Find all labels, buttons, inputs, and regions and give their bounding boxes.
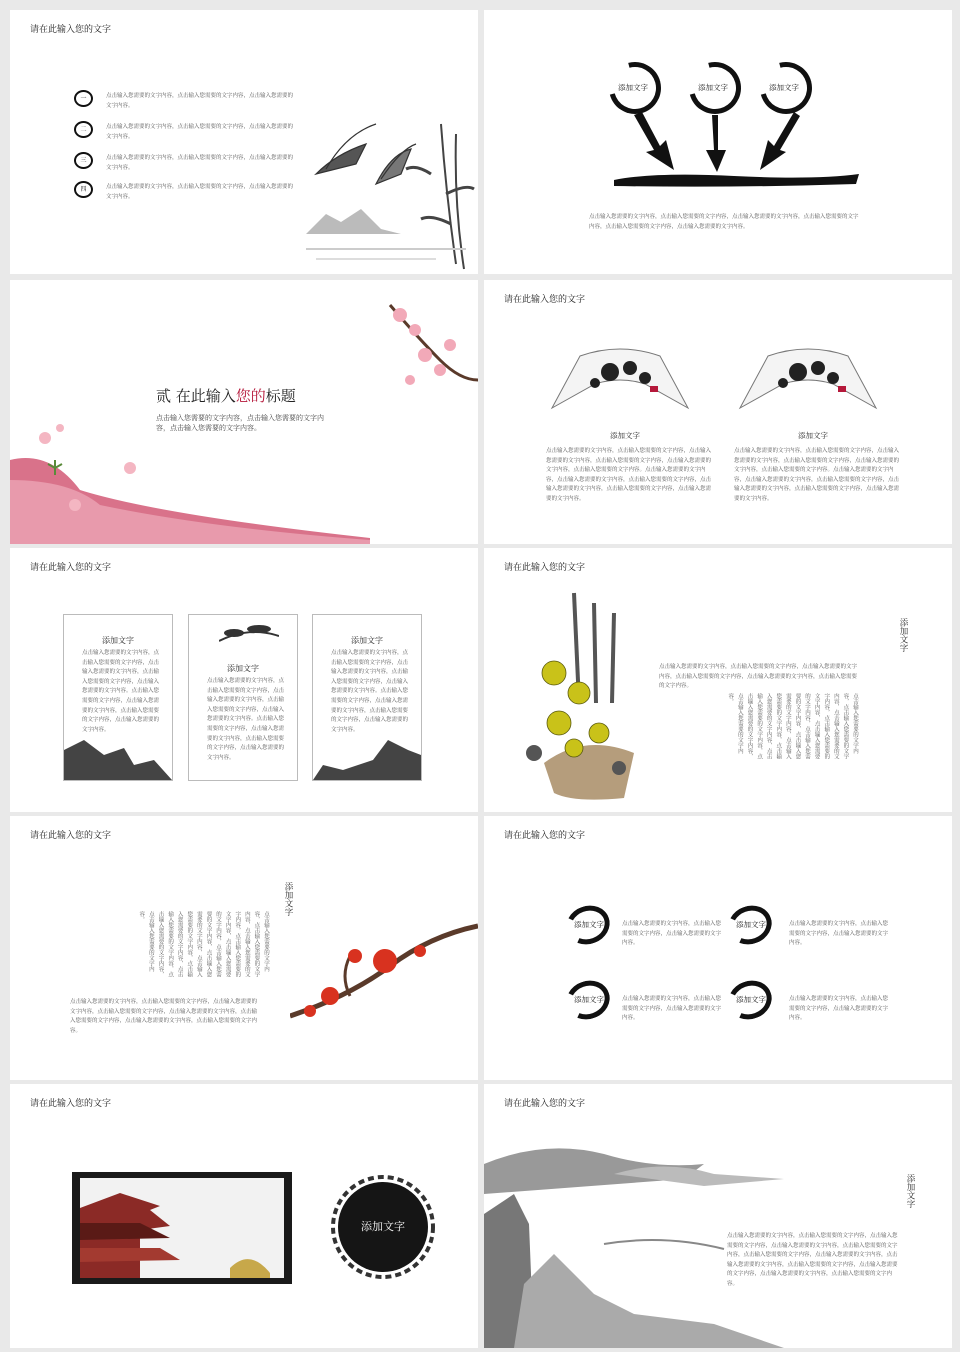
- card-2: [188, 614, 298, 781]
- slide-6: [484, 548, 952, 812]
- card-3: [312, 614, 422, 781]
- ink-landscape: [313, 730, 421, 780]
- crane-bamboo-painting: [306, 114, 476, 274]
- ink-arrows: [614, 110, 864, 190]
- slide-3: [10, 280, 478, 544]
- fan-body-2: 点击输入您需要的文字内容，点击输入您需要的文字内容，点击输入您需要的文字内容，点击输入您需要的文字内容，点击输入您需要的文字内容，点击输入您需要的文字内容。点击输入您需要的文字内容，点击输入您需要的文字内容，点击输入您需要的文字内容，点击输入您需要的文字内容，点击输入您需要的文字内容，点击输入您需要的文字内容。: [734, 448, 900, 502]
- ink-ring-item-1: [564, 906, 614, 946]
- circle-label: 添加文字: [361, 1220, 405, 1233]
- title-suffix: 标题: [265, 387, 296, 405]
- body-text: 点击输入您需要的文字内容，点击输入您需要的文字内容，点击输入您需要的文字内容，点击输入您需要的文字内容，点击输入您需要的文字内容，点击输入您需要的文字内容。: [589, 214, 859, 230]
- section-title: [156, 385, 296, 406]
- slide-2: [484, 10, 952, 274]
- slide-7: [10, 816, 478, 1080]
- fan-label-2: 添加文字: [798, 431, 828, 440]
- number-badge-3: 三: [74, 152, 93, 169]
- horizontal-text: 点击输入您需要的文字内容，点击输入您需要的文字内容，点击输入您需要的文字内容，点击输入您需要的文字内容，点击输入您需要的文字内容，点击输入您需要的文字内容。: [659, 664, 858, 690]
- body-text: 点击输入您需要的文字内容，点击输入您需要的文字内容，点击输入您需要的文字内容，点击输入您需要的文字内容，点击输入您需要的文字内容，点击输入您需要的文字内容，点击输入您需要的文字内容，点击输入您需要的文字内容，点击输入您需要的文字内容，点击输入您需要的文字内容，点击输入您需要的文字内容，点击输入您需要的文字内容。: [727, 1233, 898, 1287]
- list-item-1: 点击输入您需要的文字内容，点击输入您需要的文字内容，点击输入您需要的文字内容。: [106, 93, 294, 109]
- slide-title: 请在此输入您的文字: [30, 831, 112, 841]
- slide-5: [10, 548, 478, 812]
- ink-ring-item-4: [726, 981, 776, 1021]
- slide-title: 请在此输入您的文字: [30, 1099, 112, 1109]
- card-body: 点击输入您需要的文字内容，点击输入您需要的文字内容，点击输入您需要的文字内容，点击输入您需要的文字内容，点击输入您需要的文字内容。点击输入您需要的文字内容，点击输入您需要的文字内容，点击输入您需要的文字内容，点击输入您需要的文字内容。: [331, 650, 409, 733]
- ink-ring-item-3: [564, 981, 614, 1021]
- fan-painting-2: [738, 348, 878, 410]
- item-body-1: 点击输入您需要的文字内容，点击输入您需要的文字内容，点击输入您需要的文字内容。: [622, 921, 722, 947]
- slide-title: 请在此输入您的文字: [504, 295, 586, 305]
- ring-label: 添加文字: [769, 83, 799, 92]
- ink-ring-item-2: [726, 906, 776, 946]
- fan-label-1: 添加文字: [610, 431, 640, 440]
- ring-label: 添加文字: [736, 995, 766, 1004]
- slide-title: 请在此输入您的文字: [504, 1099, 586, 1109]
- item-body-4: 点击输入您需要的文字内容，点击输入您需要的文字内容，点击输入您需要的文字内容。: [789, 996, 889, 1022]
- slide-4: [484, 280, 952, 544]
- ink-photo-frame: [72, 1172, 292, 1284]
- card-body: 点击输入您需要的文字内容，点击输入您需要的文字内容，点击输入您需要的文字内容，点击输入您需要的文字内容，点击输入您需要的文字内容。点击输入您需要的文字内容，点击输入您需要的文字内容，点击输入您需要的文字内容，点击输入您需要的文字内容。: [207, 678, 285, 761]
- plum-blossom-branch: [380, 300, 478, 420]
- ring-label: 添加文字: [736, 920, 766, 929]
- vertical-text: 点击输入您需要的文字内容，点击输入您需要的文字内容，点击输入您需要的文字内容，点击输入您需要的文字内容，点击输入您需要的文字内容，点击输入您需要的文字内容，点击输入您需要的文字内容，点击输入您需要的文字内容，点击输入您需要的文字内容，点击输入您需要的文字内容，点击输入您需要的文字内容，点击输入您需要的文字内容。: [138, 911, 269, 977]
- slide-10: [484, 1084, 952, 1348]
- number-badge-2: 二: [74, 121, 93, 138]
- falling-blossoms: [30, 420, 150, 520]
- slide-title: 请在此输入您的文字: [30, 563, 112, 573]
- item-body-2: 点击输入您需要的文字内容，点击输入您需要的文字内容，点击输入您需要的文字内容。: [789, 921, 889, 947]
- fan-painting-1: [550, 348, 690, 410]
- slide-title: 请在此输入您的文字: [30, 25, 112, 35]
- title-highlight: 您的: [235, 387, 266, 405]
- ink-circle-badge: [328, 1172, 438, 1282]
- vertical-label: 添加文字: [898, 618, 908, 652]
- ink-ring-2: [689, 62, 741, 114]
- slide-title: 请在此输入您的文字: [504, 831, 586, 841]
- card-label: 添加文字: [351, 636, 383, 645]
- card-label: 添加文字: [102, 636, 134, 645]
- ring-label: 添加文字: [698, 83, 728, 92]
- section-subtitle: 点击输入您需要的文字内容，点击输入您需要的文字内容，点击输入您需要的文字内容。: [156, 414, 324, 432]
- temple-photo: [80, 1178, 284, 1278]
- title-prefix: 贰 在此输入: [156, 387, 236, 405]
- vertical-text: 点击输入您需要的文字内容，点击输入您需要的文字内容，点击输入您需要的文字内容，点击输入您需要的文字内容，点击输入您需要的文字内容，点击输入您需要的文字内容，点击输入您需要的文字内容，点击输入您需要的文字内容，点击输入您需要的文字内容，点击输入您需要的文字内容，点击输入您需要的文字内容，点击输入您需要的文字内容。: [727, 693, 858, 759]
- card-1: [63, 614, 173, 781]
- slide-9: [10, 1084, 478, 1348]
- slide-1: [10, 10, 478, 274]
- list-item-4: 点击输入您需要的文字内容，点击输入您需要的文字内容，点击输入您需要的文字内容。: [106, 184, 294, 200]
- list-item-3: 点击输入您需要的文字内容，点击输入您需要的文字内容，点击输入您需要的文字内容。: [106, 155, 294, 171]
- number-badge-1: 一: [74, 90, 93, 107]
- pine-branch: [219, 621, 279, 651]
- number-badge-4: 四: [74, 181, 93, 198]
- horizontal-text: 点击输入您需要的文字内容，点击输入您需要的文字内容，点击输入您需要的文字内容，点击输入您需要的文字内容，点击输入您需要的文字内容，点击输入您需要的文字内容，点击输入您需要的文字内容，点击输入您需要的文字内容。: [70, 999, 258, 1034]
- slide-8: [484, 816, 952, 1080]
- ring-label: 添加文字: [574, 920, 604, 929]
- card-label: 添加文字: [227, 664, 259, 673]
- ring-label: 添加文字: [618, 83, 648, 92]
- vertical-label: 添加文字: [905, 1174, 915, 1208]
- ring-label: 添加文字: [574, 995, 604, 1004]
- fan-body-1: 点击输入您需要的文字内容，点击输入您需要的文字内容，点击输入您需要的文字内容，点击输入您需要的文字内容，点击输入您需要的文字内容，点击输入您需要的文字内容。点击输入您需要的文字内容，点击输入您需要的文字内容，点击输入您需要的文字内容，点击输入您需要的文字内容，点击输入您需要的文字内容，点击输入您需要的文字内容。: [546, 448, 712, 502]
- chrysanthemum-painting: [504, 583, 644, 803]
- ink-ring-3: [760, 62, 812, 114]
- vertical-label: 添加文字: [283, 882, 293, 916]
- red-plum-branch: [290, 916, 478, 1026]
- ink-ring-1: [609, 62, 661, 114]
- slide-title: 请在此输入您的文字: [504, 563, 586, 573]
- ink-landscape: [64, 730, 172, 780]
- list-item-2: 点击输入您需要的文字内容，点击输入您需要的文字内容，点击输入您需要的文字内容。: [106, 124, 294, 140]
- card-body: 点击输入您需要的文字内容，点击输入您需要的文字内容，点击输入您需要的文字内容，点击输入您需要的文字内容，点击输入您需要的文字内容。点击输入您需要的文字内容，点击输入您需要的文字内容，点击输入您需要的文字内容，点击输入您需要的文字内容。: [82, 650, 160, 733]
- item-body-3: 点击输入您需要的文字内容，点击输入您需要的文字内容，点击输入您需要的文字内容。: [622, 996, 722, 1022]
